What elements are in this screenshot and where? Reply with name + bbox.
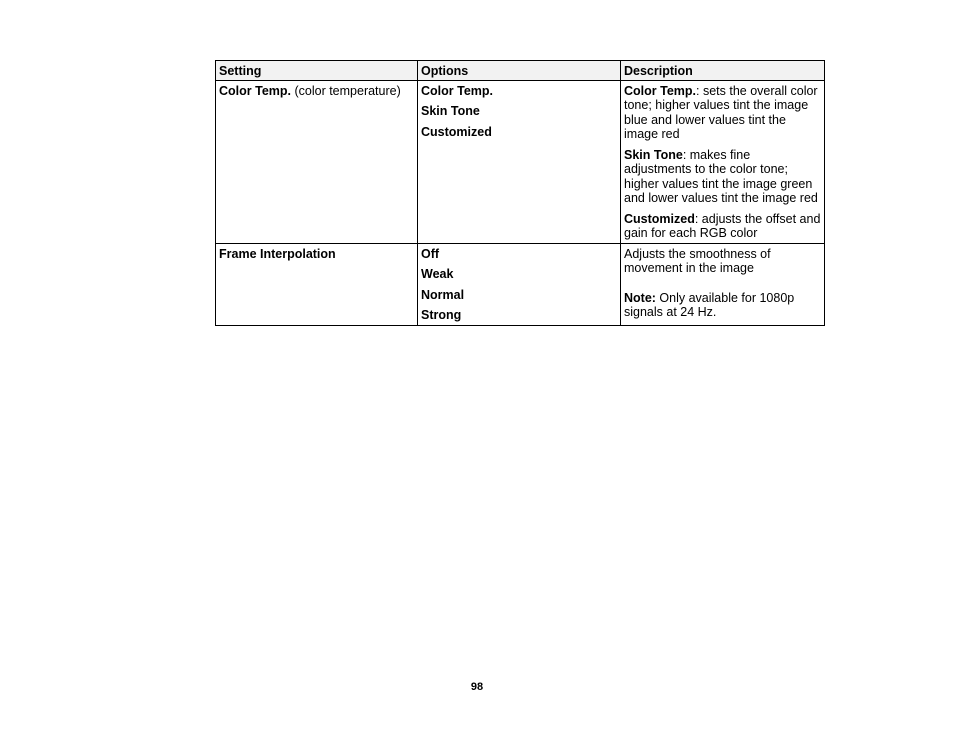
description-term: Customized xyxy=(624,211,695,226)
description-paragraph xyxy=(624,212,821,241)
description-term: Note: xyxy=(624,290,656,305)
option-item: Weak xyxy=(421,267,454,281)
header-description: Description xyxy=(621,61,825,81)
option-item: Customized xyxy=(421,124,492,139)
option-item: Strong xyxy=(421,308,462,322)
description-text: : makes fine adjustments to the color tone; higher values tint the image green and lower values tint the image red xyxy=(624,147,818,205)
description-cell xyxy=(621,243,825,325)
table-row-color-temp xyxy=(216,80,825,243)
options-cell xyxy=(418,243,621,325)
option-item: Color Temp. xyxy=(421,83,493,98)
description-term: Skin Tone xyxy=(624,147,683,162)
description-paragraph xyxy=(624,291,821,320)
setting-cell xyxy=(216,243,418,325)
description-paragraph xyxy=(624,148,821,206)
description-text: : adjusts the offset and gain for each RGB color xyxy=(624,211,821,240)
setting-name: Color Temp. xyxy=(219,83,291,98)
description-paragraph xyxy=(624,247,821,276)
page-number: 98 xyxy=(470,681,484,693)
setting-note: (color temperature) xyxy=(291,83,401,98)
settings-table xyxy=(215,60,825,326)
description-paragraph xyxy=(624,84,821,142)
option-item: Skin Tone xyxy=(421,104,480,118)
options-cell xyxy=(418,80,621,243)
description-term: Color Temp. xyxy=(624,83,696,98)
description-cell xyxy=(621,80,825,243)
description-text: Adjusts the smoothness of movement in the image xyxy=(624,246,771,275)
header-setting: Setting xyxy=(216,61,418,81)
setting-cell xyxy=(216,80,418,243)
option-item: Normal xyxy=(421,287,465,302)
setting-name: Frame Interpolation xyxy=(219,246,336,261)
table-row-frame-interpolation xyxy=(216,243,825,325)
option-item: Off xyxy=(421,246,440,261)
table-header-row xyxy=(216,61,825,81)
header-options: Options xyxy=(418,61,621,81)
description-text: : sets the overall color tone; higher values tint the image blue and lower values tint the image red xyxy=(624,83,818,141)
description-text: Only available for 1080p signals at 24 Hz. xyxy=(624,290,795,319)
